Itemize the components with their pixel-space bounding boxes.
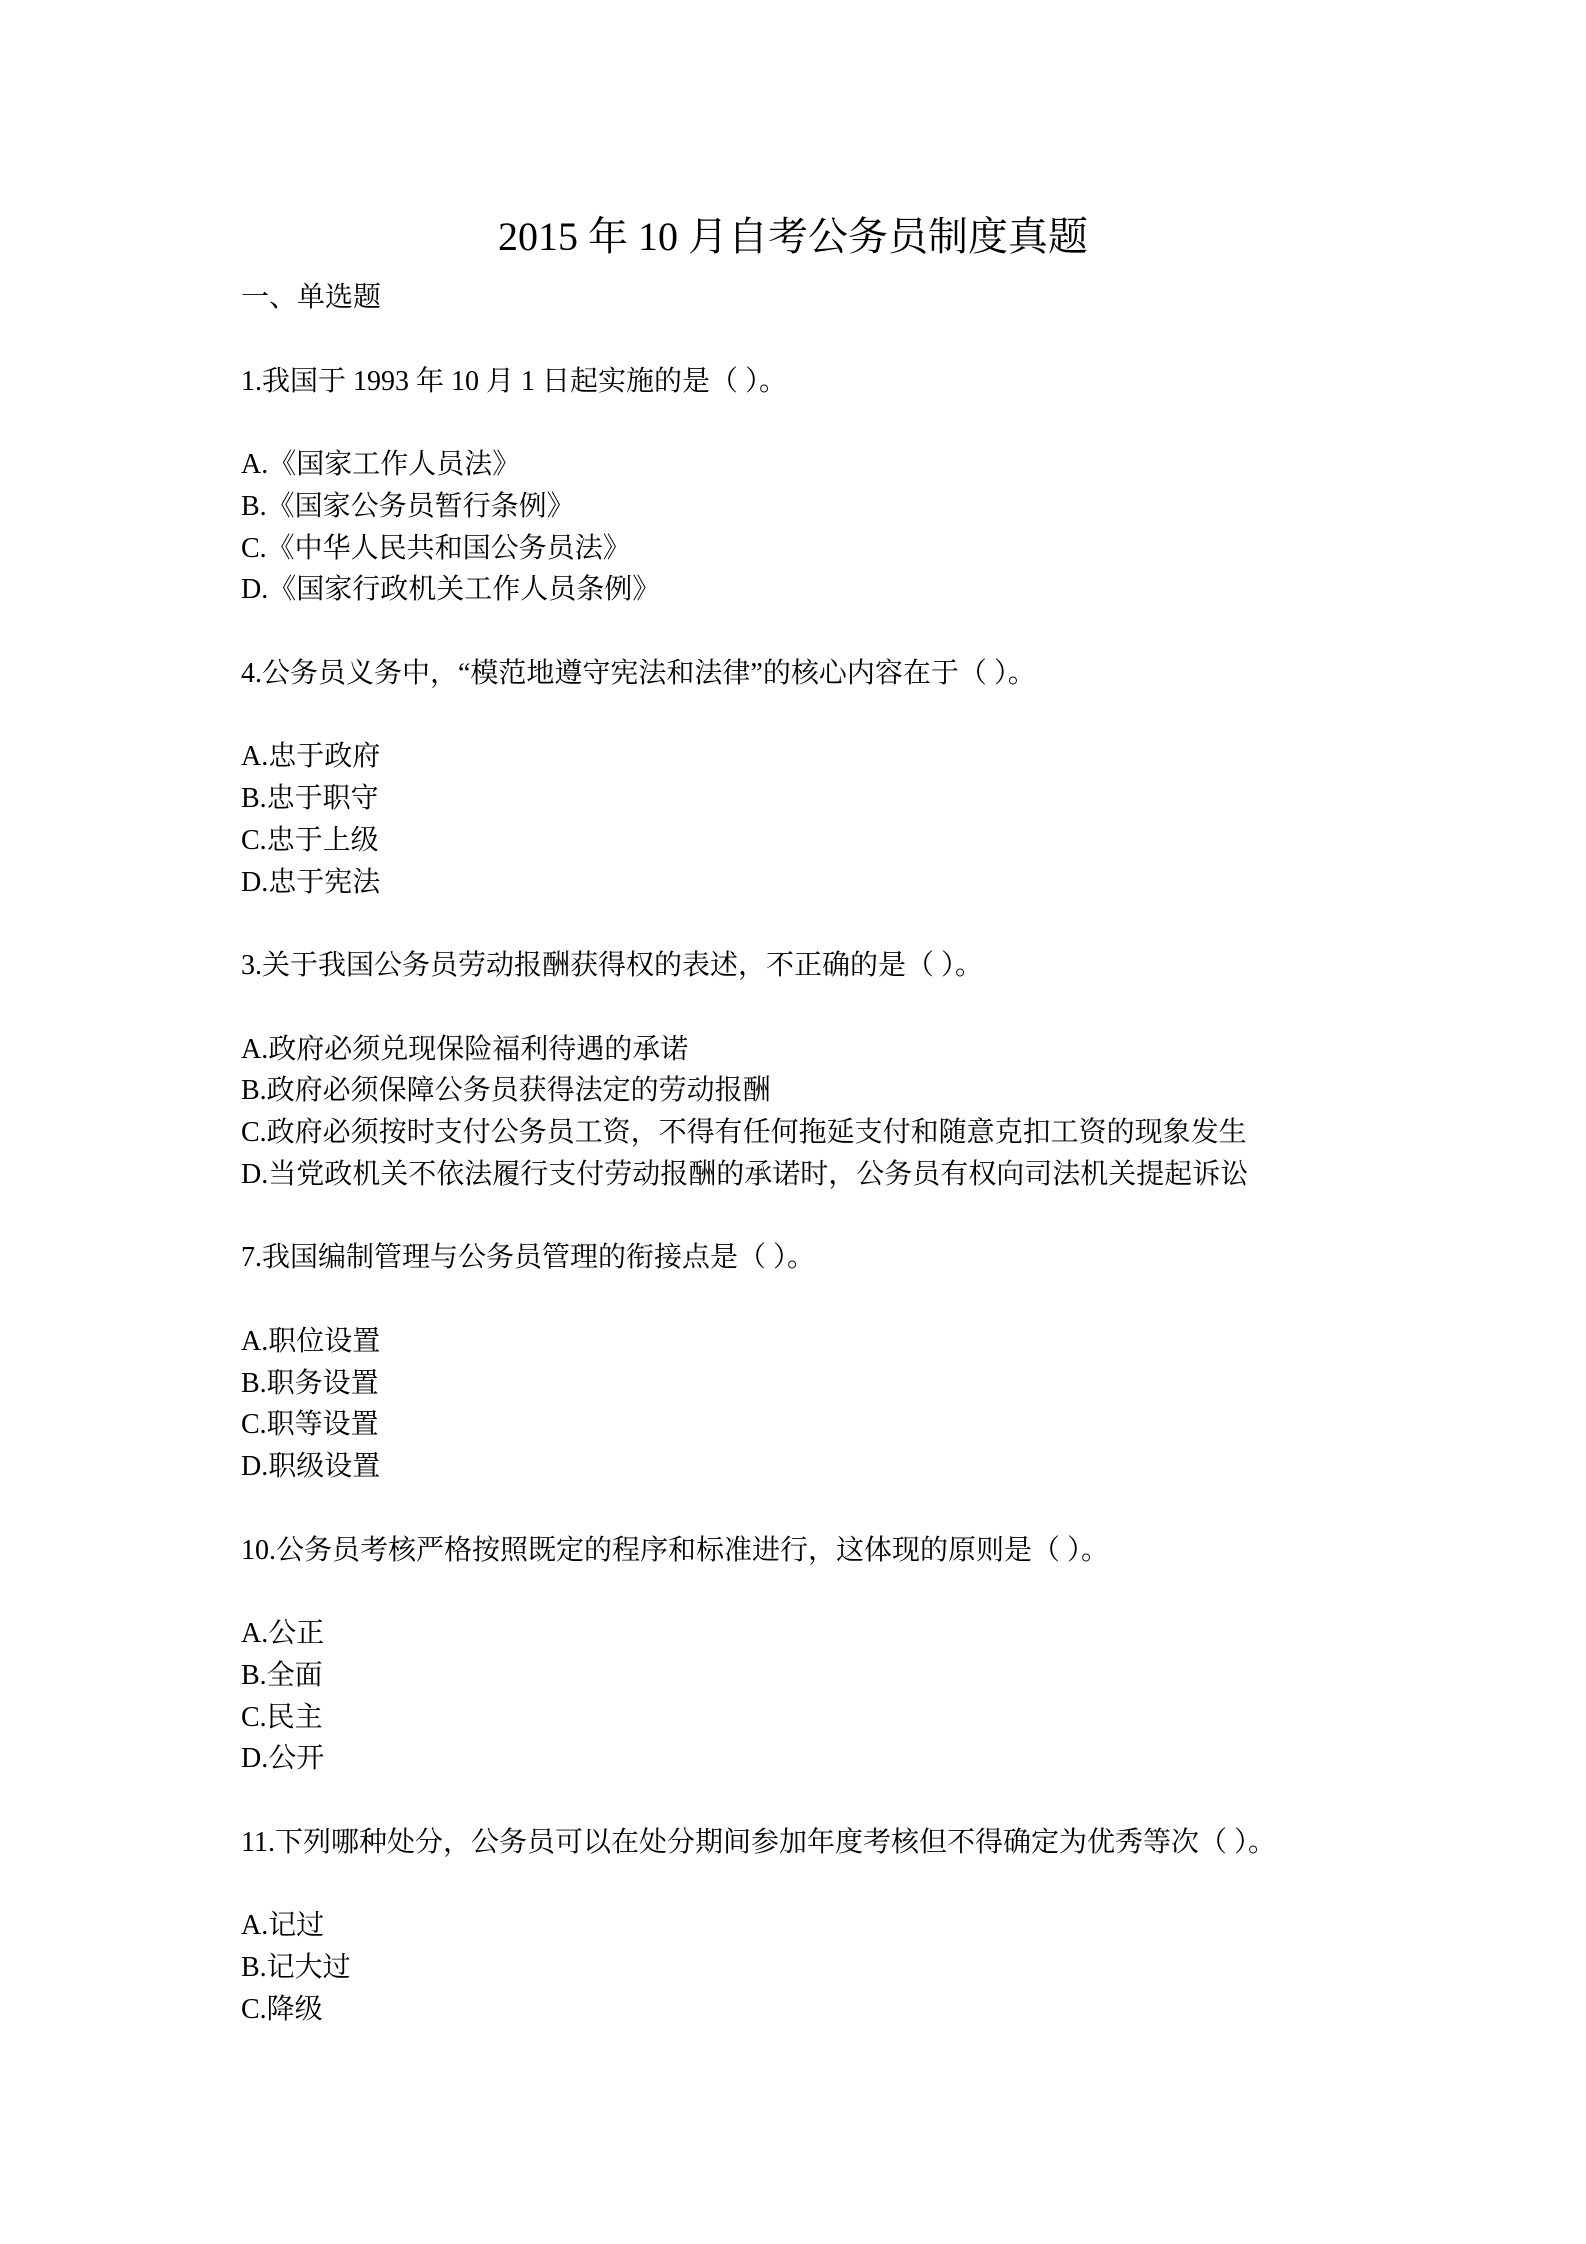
question-stem: 7.我国编制管理与公务员管理的衔接点是（ ）。 (241, 1242, 816, 1274)
question-11 (241, 1822, 1441, 2031)
document-body (241, 277, 1441, 2072)
option-d: D.《国家行政机关工作人员条例》 (241, 574, 661, 606)
section-heading: 一、单选题 (241, 282, 382, 313)
option-d: D.忠于宪法 (241, 866, 381, 898)
option-d: D.职级设置 (241, 1451, 381, 1482)
question-stem: 4.公务员义务中，“模范地遵守宪法和法律”的核心内容在于（ ）。 (241, 657, 1036, 689)
question-3 (241, 945, 1441, 1196)
option-d: D.公开 (241, 1743, 325, 1775)
option-a: A.记过 (241, 1910, 325, 1942)
question-stem: 11.下列哪种处分，公务员可以在处分期间参加年度考核但不得确定为优秀等次（ ）。 (241, 1826, 1276, 1858)
option-b: B.职务设置 (241, 1367, 379, 1399)
question-stem: 1.我国于 1993 年 10 月 1 日起实施的是（ ）。 (241, 365, 788, 397)
option-b: B.政府必须保障公务员获得法定的劳动报酬 (241, 1075, 771, 1107)
option-a: A.忠于政府 (241, 741, 381, 773)
option-b: B.《国家公务员暂行条例》 (241, 490, 575, 522)
question-10 (241, 1530, 1441, 1781)
option-c: C.《中华人民共和国公务员法》 (241, 532, 631, 564)
option-b: B.记大过 (241, 1952, 351, 1983)
option-c: C.政府必须按时支付公务员工资，不得有任何拖延支付和随意克扣工资的现象发生 (241, 1117, 1247, 1148)
option-a: A.职位设置 (241, 1325, 381, 1357)
question-stem: 3.关于我国公务员劳动报酬获得权的表述，不正确的是（ ）。 (241, 950, 984, 981)
page-title: 2015 年 10 月自考公务员制度真题 (498, 214, 1088, 259)
option-c: C.职等设置 (241, 1409, 379, 1441)
question-stem: 10.公务员考核严格按照既定的程序和标准进行，这体现的原则是（ ）。 (241, 1534, 1110, 1566)
option-b: B.全面 (241, 1659, 323, 1691)
option-d: D.当党政机关不依法履行支付劳动报酬的承诺时，公务员有权向司法机关提起诉讼 (241, 1158, 1249, 1190)
option-a: A.公正 (241, 1618, 325, 1649)
question-1 (241, 361, 1441, 612)
question-7 (241, 1237, 1441, 1488)
question-4 (241, 653, 1441, 904)
option-a: A.政府必须兑现保险福利待遇的承诺 (241, 1033, 689, 1065)
option-a: A.《国家工作人员法》 (241, 449, 521, 480)
option-b: B.忠于职守 (241, 783, 379, 814)
option-c: C.民主 (241, 1701, 323, 1733)
option-c: C.忠于上级 (241, 824, 379, 856)
option-c: C.降级 (241, 1993, 323, 2025)
